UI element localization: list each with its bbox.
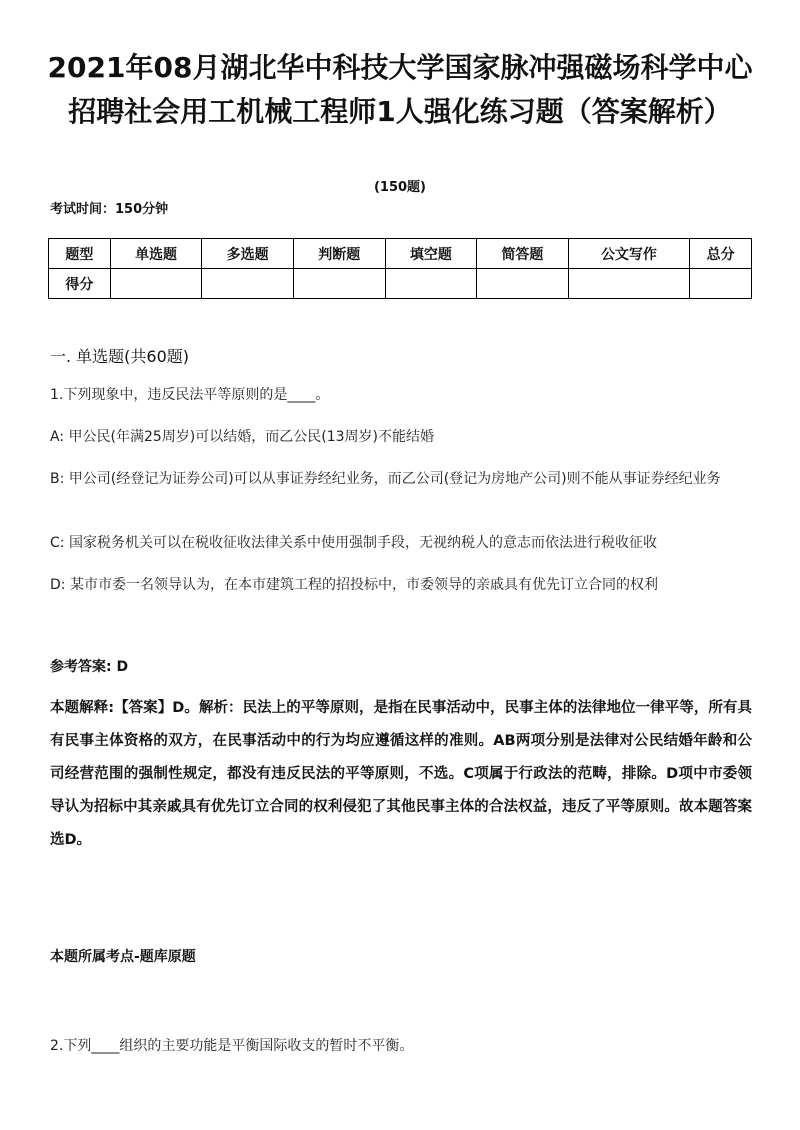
score-row-label: 得分 <box>49 269 111 299</box>
header-cell-writing: 公文写作 <box>568 239 689 269</box>
score-cell <box>385 269 477 299</box>
score-cell <box>690 269 752 299</box>
score-table-header-row <box>49 239 752 269</box>
option-d: D: 某市市委一名领导认为，在本市建筑工程的招投标中，市委领导的亲戚具有优先订立合同的权利 <box>50 577 658 593</box>
section-title: 一. 单选题(共60题) <box>50 347 190 366</box>
option-c: C: 国家税务机关可以在税收征收法律关系中使用强制手段，无视纳税人的意志而依法进行税收征收 <box>50 535 657 551</box>
reference-answer: 参考答案: D <box>50 659 129 675</box>
score-table <box>48 238 752 299</box>
question-2-stem: 2.下列____组织的主要功能是平衡国际收支的暂时不平衡。 <box>50 1038 414 1054</box>
score-table-score-row <box>49 269 752 299</box>
question-1-stem: 1.下列现象中，违反民法平等原则的是____。 <box>50 387 330 403</box>
question-count: (150题) <box>373 180 427 195</box>
score-cell <box>293 269 385 299</box>
score-cell <box>202 269 294 299</box>
header-cell-single: 单选题 <box>110 239 202 269</box>
header-cell-fill: 填空题 <box>385 239 477 269</box>
header-cell-short-answer: 简答题 <box>477 239 569 269</box>
header-cell-total: 总分 <box>690 239 752 269</box>
option-a: A: 甲公民(年满25周岁)可以结婚，而乙公民(13周岁)不能结婚 <box>50 429 434 445</box>
header-cell-judge: 判断题 <box>293 239 385 269</box>
answer-explanation: 本题解释:【答案】D。解析：民法上的平等原则，是指在民事活动中，民事主体的法律地位一律平等，所有具有民事主体资格的双方，在民事活动中的行为均应遵循这样的准则。AB两项分别是法律对公民结婚年龄和公司经营范围的强制性规定，都没有违反民法的平等原则，不选。C项属于行政法的范畴，排除。D项中市委领导认为招标中其亲戚具有优先订立合同的权利侵犯了其他民事主体的合法权益，违反了平等原则。故本题答案选D。 <box>50 700 752 848</box>
score-cell <box>477 269 569 299</box>
header-cell-type: 题型 <box>49 239 111 269</box>
knowledge-point: 本题所属考点-题库原题 <box>50 949 196 965</box>
exam-time: 考试时间：150分钟 <box>50 202 169 217</box>
score-cell <box>110 269 202 299</box>
score-cell <box>568 269 689 299</box>
page-title: 2021年08月湖北华中科技大学国家脉冲强磁场科学中心招聘社会用工机械工程师1人强化练习题（答案解析） <box>47 51 753 128</box>
option-b: B: 甲公司(经登记为证券公司)可以从事证券经纪业务，而乙公司(登记为房地产公司)则不能从事证券经纪业务 <box>50 471 721 487</box>
header-cell-multiple: 多选题 <box>202 239 294 269</box>
